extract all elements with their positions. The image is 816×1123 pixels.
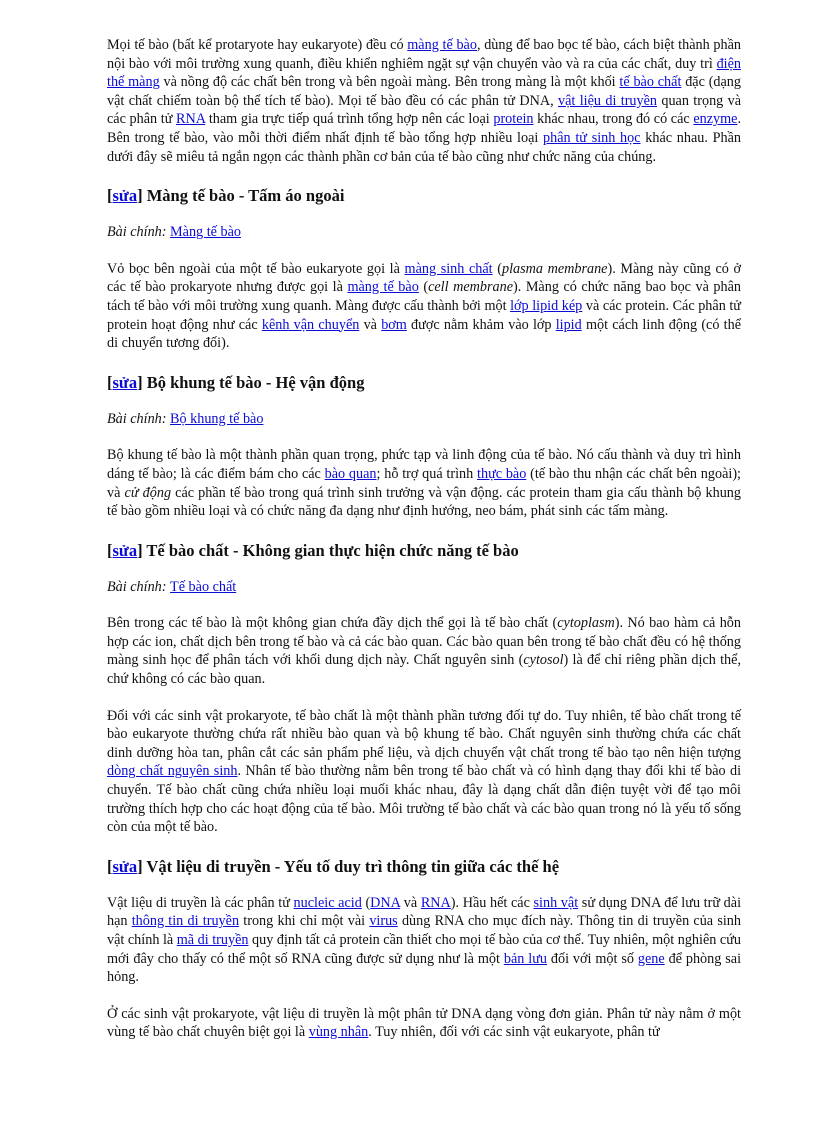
text: để phòng sai hỏng. bbox=[107, 950, 742, 986]
text: , dùng để bao bọc tế bào, cách biệt thành phần nội bào với môi trường xung quanh, điều khiển nghiêm ngặt sự vận chuyển vào và ra của các chất, duy trì bbox=[107, 37, 741, 72]
text: và bbox=[359, 316, 382, 333]
text: quy định tất cả protein cần thiết cho mọi tế bào của cơ thể. Tuy nhiên, một nghiên cứu mới đây cho thấy có thể một số RNA cũng được sử dụng như là một bbox=[107, 932, 741, 967]
text: ). Hầu hết các bbox=[450, 894, 534, 911]
text: Bộ khung tế bào là một thành phần quan trọng, phức tạp và linh động của tế bào. Nó cấu thành và duy trì hình dáng tế bào; là các điểm bám cho các bbox=[107, 447, 741, 482]
text: ( bbox=[361, 894, 371, 911]
link-rna[interactable]: RNA bbox=[420, 894, 451, 911]
italic-term: cell membrane bbox=[428, 279, 513, 296]
link-protein[interactable]: protein bbox=[493, 111, 534, 128]
link-gene[interactable]: gene bbox=[637, 950, 665, 967]
text: Vỏ bọc bên ngoài của một tế bào eukaryote gọi là bbox=[107, 260, 405, 277]
text: và nồng độ các chất bên trong và bên ngoài màng. Bên trong màng là một khối bbox=[159, 74, 620, 91]
link-thuc-bao[interactable]: thực bào bbox=[477, 465, 527, 482]
link-lop-lipid-kep[interactable]: lớp lipid kép bbox=[510, 297, 583, 314]
section-heading-te-bao-chat bbox=[107, 541, 741, 561]
main-article-link[interactable]: Màng tế bào bbox=[170, 224, 241, 241]
link-ma-di-truyen[interactable]: mã di truyền bbox=[176, 932, 249, 948]
link-vat-lieu-di-truyen[interactable]: vật liệu di truyền bbox=[558, 92, 657, 109]
text: khác nhau. Phần dưới đây sẽ miêu tả ngắn ngọn các thành phần cơ bản của tế bào cũng như chức năng của chúng. bbox=[107, 129, 741, 165]
link-mang-sinh-chat[interactable]: màng sinh chất bbox=[404, 260, 493, 277]
link-virus[interactable]: virus bbox=[369, 913, 398, 930]
text: ( bbox=[418, 279, 429, 296]
text: Đối với các sinh vật prokaryote, tế bào chất là một thành phần tương đối tự do. Tuy nhiên, tế bào chất trong tế bào eukaryote thường chứa rất nhiều bào quan và bộ khung tế bào. Chất nguyên sinh thường chứa các chất dinh dưỡng hòa tan, phân cắt các sản phẩm phế liệu, và dịch chuyển vật chất trong tế bào tạo nên hiện tượng bbox=[107, 707, 741, 761]
italic-term: plasma membrane bbox=[501, 260, 608, 277]
text: quan trọng và các phân tử bbox=[107, 92, 742, 128]
main-prefix: Bài chính: bbox=[107, 224, 167, 241]
link-sinh-vat[interactable]: sinh vật bbox=[533, 894, 579, 911]
link-dna[interactable]: DNA bbox=[370, 894, 401, 911]
text: và bbox=[400, 894, 421, 911]
link-kenh-van-chuyen[interactable]: kênh vận chuyển bbox=[261, 316, 360, 333]
section-paragraph bbox=[107, 707, 741, 837]
text: khác nhau, trong đó có các bbox=[533, 111, 694, 128]
text: ) là để chỉ riêng phần dịch thể, chứ không có các bào quan. bbox=[107, 652, 741, 688]
bracket: ] bbox=[137, 186, 143, 206]
text: tham gia trực tiếp quá trình tổng hợp nên các loại bbox=[205, 111, 494, 128]
edit-link[interactable]: sửa bbox=[112, 186, 138, 206]
text: các phần tế bào trong quá trình sinh trưởng và vận động. các protein tham gia cấu thành bộ khung tế bào gồm nhiều loại và có chức năng đa dạng như định hướng, neo bám, phát sinh các tấm màng. bbox=[107, 484, 741, 520]
main-article-note bbox=[107, 578, 741, 597]
main-prefix: Bài chính: bbox=[107, 410, 167, 427]
text: một cách linh động (có thể di chuyển tương đối). bbox=[107, 316, 741, 352]
link-phan-tu-sinh-hoc[interactable]: phân tử sinh học bbox=[543, 129, 641, 146]
link-mang-te-bao[interactable]: màng tế bào bbox=[407, 37, 477, 53]
main-article-note bbox=[107, 223, 741, 242]
link-nucleic-acid[interactable]: nucleic acid bbox=[293, 894, 362, 911]
section-paragraph bbox=[107, 614, 741, 688]
main-prefix: Bài chính: bbox=[107, 578, 167, 595]
edit-link[interactable]: sửa bbox=[112, 540, 138, 560]
link-rna[interactable]: RNA bbox=[176, 111, 206, 128]
text: đối với một số bbox=[546, 950, 638, 967]
section-title: Tế bào chất - Không gian thực hiện chức năng tế bào bbox=[146, 540, 519, 560]
text: ( bbox=[492, 260, 502, 277]
italic-term: cử động bbox=[124, 484, 172, 501]
italic-term: cytosol bbox=[523, 652, 564, 669]
text: trong khi chỉ một vài bbox=[239, 913, 370, 930]
edit-link[interactable]: sửa bbox=[112, 856, 138, 876]
text: . Tuy nhiên, đối với các sinh vật eukaryote, phân tử bbox=[368, 1024, 660, 1041]
link-bom[interactable]: bơm bbox=[381, 316, 407, 333]
bracket: [ bbox=[107, 372, 113, 392]
bracket: [ bbox=[107, 856, 113, 876]
link-dong-chat-nguyen-sinh[interactable]: dòng chất nguyên sinh bbox=[107, 763, 238, 780]
italic-term: cytoplasm bbox=[557, 615, 615, 632]
link-mang-te-bao[interactable]: màng tế bào bbox=[347, 279, 419, 296]
bracket: ] bbox=[137, 372, 143, 392]
section-heading-vat-lieu-di-truyen bbox=[107, 857, 741, 877]
section-paragraph bbox=[107, 260, 741, 353]
bracket: [ bbox=[107, 540, 113, 560]
section-paragraph bbox=[107, 894, 741, 987]
text: . Nhân tế bào thường nằm bên trong tế bào chất và có hình dạng thay đổi khi tế bào di chuyển. Tế bào chất cũng chứa nhiều loại muối khác nhau, đây là dạng chất dẫn điện tuyệt vời để tạo môi trường thích hợp cho các hoạt động của tế bào. Môi trường tế bào chất và các bào quan trong nó là yếu tố sống còn của một tế bào. bbox=[107, 763, 742, 836]
text: được nằm khảm vào lớp bbox=[406, 316, 556, 333]
bracket: [ bbox=[107, 186, 113, 206]
text: Vật liệu di truyền là các phân tử bbox=[107, 894, 294, 911]
text: (tế bào thu nhận các chất bên ngoài); và bbox=[107, 465, 741, 501]
link-bao-quan[interactable]: bào quan bbox=[324, 465, 377, 482]
link-vung-nhan[interactable]: vùng nhân bbox=[308, 1024, 369, 1041]
text: ). Màng này cũng có ở các tế bào prokaryote nhưng được gọi là bbox=[107, 260, 741, 296]
link-dien-the-mang[interactable]: điện thế màng bbox=[107, 55, 741, 91]
section-heading-bo-khung-te-bao bbox=[107, 373, 741, 393]
link-ban-luu[interactable]: bản lưu bbox=[503, 950, 547, 967]
section-paragraph bbox=[107, 446, 741, 520]
main-article-note bbox=[107, 410, 741, 429]
section-paragraph bbox=[107, 1005, 741, 1042]
text: và các protein. Các phân tử protein hoạt động như các bbox=[107, 297, 741, 333]
text: . Bên trong tế bào, vào mỗi thời điểm nhất định tế bào tổng hợp nhiều loại bbox=[107, 111, 741, 146]
link-lipid[interactable]: lipid bbox=[555, 316, 582, 333]
section-title: Màng tế bào - Tấm áo ngoài bbox=[146, 186, 345, 206]
section-title: Vật liệu di truyền - Yếu tố duy trì thông tin giữa các thế hệ bbox=[146, 856, 560, 876]
text: Ở các sinh vật prokaryote, vật liệu di truyền là một phân tử DNA dạng vòng đơn giản. Phân tử này nằm ở một vùng tế bào chất chuyên biệt gọi là bbox=[107, 1005, 741, 1041]
link-te-bao-chat[interactable]: tế bào chất bbox=[619, 74, 682, 91]
intro-paragraph bbox=[107, 36, 741, 166]
text: ; hỗ trợ quá trình bbox=[376, 465, 478, 482]
section-title: Bộ khung tế bào - Hệ vận động bbox=[146, 372, 365, 392]
article-body bbox=[107, 36, 741, 1060]
edit-link[interactable]: sửa bbox=[112, 372, 138, 392]
text: sử dụng DNA để lưu trữ dài hạn bbox=[107, 894, 742, 930]
text: Mọi tế bào (bất kể protaryote hay eukaryote) đều có bbox=[107, 37, 408, 53]
bracket: ] bbox=[137, 540, 143, 560]
text: đặc (dạng vật chất chiếm toàn bộ thể tích tế bào). Mọi tế bào đều có các phân tử DNA, bbox=[107, 74, 741, 109]
link-enzyme[interactable]: enzyme bbox=[693, 111, 738, 128]
bracket: ] bbox=[137, 856, 143, 876]
text: ). Màng có chức năng bao bọc và phân tách tế bào với môi trường xung quanh. Màng được cấu thành bởi một bbox=[107, 279, 742, 314]
main-article-link[interactable]: Tế bào chất bbox=[170, 578, 237, 595]
text: ). Nó bao hàm cả hỗn hợp các ion, chất dịch bên trong tế bào và cả các bào quan. Các bào quan bên trong tế bào chất đều có hệ thống màng sinh học để phân tách với khối dung dịch này. Chất nguyên sinh ( bbox=[107, 615, 741, 669]
section-heading-mang-te-bao bbox=[107, 186, 741, 206]
link-thong-tin-di-truyen[interactable]: thông tin di truyền bbox=[131, 913, 240, 930]
text: dùng RNA cho mục đích này. Thông tin di truyền của sinh vật chính là bbox=[107, 913, 741, 948]
main-article-link[interactable]: Bộ khung tế bào bbox=[170, 410, 264, 427]
text: Bên trong các tế bào là một không gian chứa đầy dịch thể gọi là tế bào chất ( bbox=[107, 615, 558, 632]
